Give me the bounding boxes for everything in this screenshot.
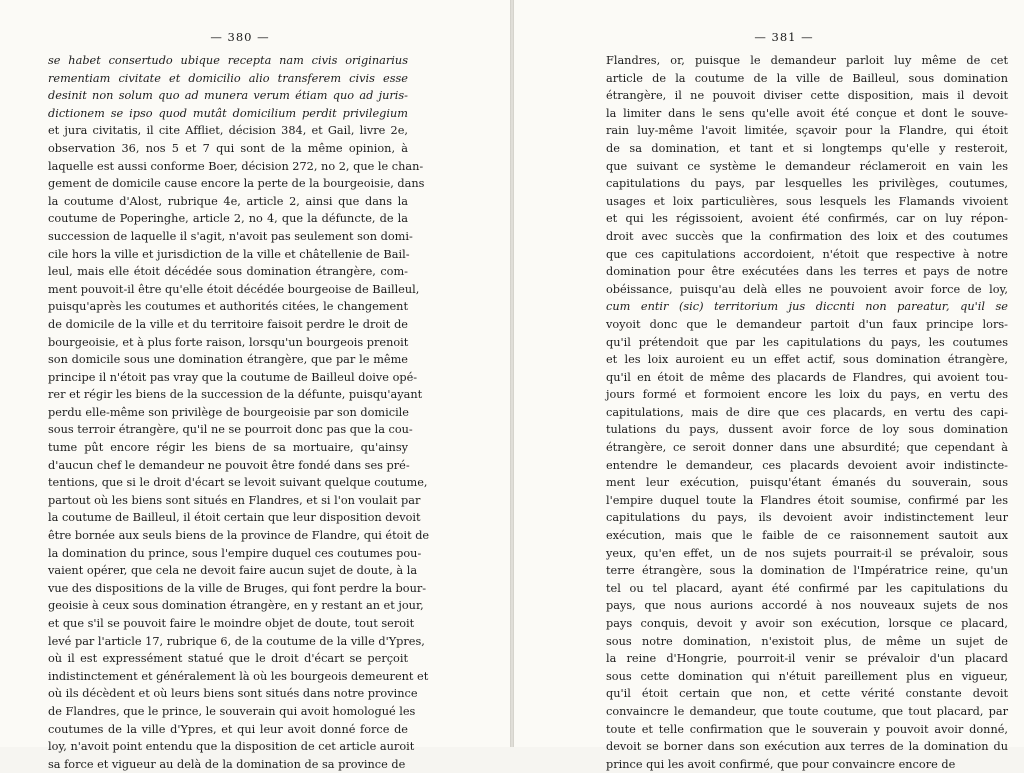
text-line: être bornée aux seuls biens de la province de Flandre, qui étoit de <box>48 529 430 543</box>
text-line: son domicile sous une domination étrangère, que par le même <box>48 353 408 367</box>
left-page <box>0 0 510 771</box>
text-line: desinit non solum quo ad munera verum étiam quo ad juris- <box>48 89 408 103</box>
text-line: observation 36, nos 5 et 7 qui sont de la même opinion, à <box>48 141 408 155</box>
text-line: vue des dispositions de la ville de Bruges, qui font perdre la bour- <box>48 581 427 595</box>
text-line: qu'il prétendoit que par les capitulations du pays, les coutumes <box>606 335 1008 349</box>
text-line: ment leur exécution, puisqu'étant émanés du souverain, sous <box>606 476 1008 490</box>
text-line: rementiam civitate et domicilio alio transferem civis esse <box>48 71 408 85</box>
text-line: la reine d'Hongrie, pourroit-il venir se prévaloir d'un placard <box>606 652 1008 666</box>
text-line: puisqu'après les coutumes et authorités citées, le changement <box>48 300 408 314</box>
right-page-text <box>606 52 1008 773</box>
text-line: tel ou tel placard, ayant été confirmé par les capitulations du <box>606 581 1008 595</box>
text-line: prince qui les avoit confirmé, que pour convaincre encore de <box>606 757 956 771</box>
text-line: cile hors la ville et jurisdiction de la ville et châtellenie de Bail- <box>48 247 410 261</box>
text-line: cum entir (sic) territorium jus diccnti non pareatur, qu'il se <box>606 300 1008 314</box>
right-page <box>514 0 1024 771</box>
text-line: laquelle est aussi conforme Boer, décision 272, no 2, que le chan- <box>48 159 424 173</box>
text-line: sous cette domination qui n'étuit pareillement plus en vigueur, <box>606 669 1008 683</box>
text-line: entendre le demandeur, ces placards devoient avoir indistincte- <box>606 458 1008 472</box>
text-line: se habet consertudo ubique recepta nam civis originarius <box>48 54 408 67</box>
text-line: ment pouvoit-il être qu'elle étoit décédée bourgeoise de Bailleul, <box>48 282 420 296</box>
text-line: étrangère, il ne pouvoit diviser cette disposition, mais il devoit <box>606 89 1008 103</box>
text-line: et que s'il se pouvoit faire le moindre objet de doute, tout seroit <box>48 617 415 630</box>
left-page-number: — 380 — <box>210 30 270 44</box>
text-line: succession de laquelle il s'agit, n'avoit pas seulement son domi- <box>48 229 413 243</box>
text-line: gement de domicile cause encore la perte de la bourgeoisie, dans <box>48 177 425 191</box>
text-line: leul, mais elle étoit décédée sous domination étrangère, com- <box>48 265 408 279</box>
text-line: sous terroir étrangère, qu'il ne se pourroit donc pas que la cou- <box>48 423 413 437</box>
text-line: perdu elle-même son privilège de bourgeoisie par son domicile <box>48 405 409 419</box>
text-line: toute et telle confirmation que le souverain y pouvoit avoir donné, <box>606 722 1008 736</box>
text-line: pays, que nous aurions accordé à nos nouveaux sujets de nos <box>606 599 1008 613</box>
text-line: la limiter dans le sens qu'elle avoit été conçue et dont le souve- <box>606 106 1008 120</box>
text-line: qu'il étoit certain que non, et cette vérité constante devoit <box>606 687 1008 701</box>
text-line: levé par l'article 17, rubrique 6, de la coutume de la ville d'Ypres, <box>48 634 425 648</box>
text-line: que ces capitulations accordoient, n'étoit que respective à notre <box>606 247 1008 261</box>
text-line: partout où les biens sont situés en Flandres, et si l'on voulait par <box>48 493 421 507</box>
text-line: vaient opérer, que cela ne devoit faire aucun sujet de doute, à la <box>48 564 418 578</box>
text-line: que suivant ce système le demandeur réclameroit en vain les <box>606 159 1008 173</box>
text-line: voyoit donc que le demandeur partoit d'un faux principe lors- <box>606 317 1008 331</box>
left-page-text <box>48 52 430 773</box>
text-line: l'empire duquel toute la Flandres étoit soumise, confirmé par les <box>606 493 1008 507</box>
text-line: capitulations du pays, par lesquelles les privilèges, coutumes, <box>606 177 1008 191</box>
text-line: la domination du prince, sous l'empire duquel ces coutumes pou- <box>48 546 422 560</box>
text-line: article de la coutume de la ville de Bailleul, sous domination <box>606 71 1008 85</box>
text-line: terre étrangère, sous la domination de l'Impératrice reine, qu'un <box>606 564 1008 578</box>
text-line: de Flandres, que le prince, le souverain qui avoit homologué les <box>48 704 416 718</box>
text-line: de domicile de la ville et du territoire faisoit perdre le droit de <box>48 317 408 331</box>
text-line: geoisie à ceux sous domination étrangère, en y restant an et jour, <box>48 599 424 613</box>
text-line: yeux, qu'en effet, un de nos sujets pourrait-il se prévaloir, sous <box>606 546 1008 560</box>
text-line: obéissance, puisqu'au delà elles ne pouvoient avoir force de loy, <box>606 282 1008 296</box>
text-line: de sa domination, et tant et si longtemps qu'elle y resteroit, <box>606 141 1008 155</box>
text-line: rain luy-même l'avoit limitée, sçavoir pour la Flandre, qui étoit <box>606 124 1008 138</box>
text-line: devoit se borner dans son exécution aux terres de la domination du <box>606 740 1008 754</box>
text-line: coutumes de la ville d'Ypres, et qui leur avoit donné force de <box>48 722 408 736</box>
text-line: jours formé et formoient encore les loix du pays, en vertu des <box>606 388 1008 402</box>
text-line: dictionem se ipso quod mutât domicilium perdit privilegium <box>48 106 408 120</box>
text-line: tume pût encore régir les biens de sa mortuaire, qu'ainsy <box>48 441 408 455</box>
text-line: droit avec succès que la confirmation des loix et des coutumes <box>606 229 1008 243</box>
text-line: rer et régir les biens de la succession de la défunte, puisqu'ayant <box>48 388 423 402</box>
text-line: qu'il en étoit de même des placards de Flandres, qui avoient tou- <box>606 370 1008 384</box>
text-line: principe il n'étoit pas vray que la coutume de Bailleul doive opé- <box>48 370 418 384</box>
text-line: capitulations, mais de dire que ces placards, en vertu des capi- <box>606 405 1008 419</box>
text-line: bourgeoisie, et à plus forte raison, lorsqu'un bourgeois prenoit <box>48 335 409 349</box>
text-line: loy, n'avoit point entendu que la disposition de cet article auroit <box>48 740 415 754</box>
text-line: pays conquis, devoit y avoir son exécution, lorsque ce placard, <box>606 617 1008 630</box>
text-line: sous notre domination, n'existoit plus, de même un sujet de <box>606 634 1008 648</box>
text-line: la coutume de Bailleul, il étoit certain que leur disposition devoit <box>48 511 421 525</box>
text-line: tentions, que si le droit d'écart se levoit suivant quelque coutume, <box>48 476 428 490</box>
text-line: étrangère, ce seroit donner dans une absurdité; que cependant à <box>606 441 1008 455</box>
text-line: coutume de Poperinghe, article 2, no 4, que la défuncte, de la <box>48 212 408 226</box>
text-line: et jura civitatis, il cite Affliet, décision 384, et Gail, livre 2e, <box>48 124 408 138</box>
text-line: d'aucun chef le demandeur ne pouvoit être fondé dans ses pré- <box>48 458 410 472</box>
text-line: où il est expressément statué que le droit d'écart se perçoit <box>48 652 408 666</box>
text-line: où ils décèdent et où leurs biens sont situés dans notre province <box>48 687 418 701</box>
text-line: capitulations du pays, ils devoient avoir indistinctement leur <box>606 511 1008 525</box>
text-line: convaincre le demandeur, que toute coutume, que tout placard, par <box>606 704 1008 718</box>
text-line: sa force et vigueur au delà de la domination de sa province de <box>48 757 406 771</box>
text-line: tulations du pays, dussent avoir force de loy sous domination <box>606 423 1008 437</box>
text-line: exécution, mais que le faible de ce raisonnement sautoit aux <box>606 529 1008 543</box>
text-line: la coutume d'Alost, rubrique 4e, article 2, ainsi que dans la <box>48 194 408 208</box>
text-line: domination pour être exécutées dans les terres et pays de notre <box>606 265 1008 279</box>
right-page-number: — 381 — <box>754 30 814 44</box>
text-line: Flandres, or, puisque le demandeur parloit luy même de cet <box>606 54 1008 67</box>
text-line: indistinctement et généralement là où les bourgeois demeurent et <box>48 669 429 683</box>
text-line: et qui les régissoient, avoient été confirmés, car on luy répon- <box>606 212 1008 226</box>
text-line: et les loix auroient eu un effet actif, sous domination étrangère, <box>606 353 1008 367</box>
text-line: usages et loix particulières, sous lesquels les Flamands vivoient <box>606 194 1008 208</box>
